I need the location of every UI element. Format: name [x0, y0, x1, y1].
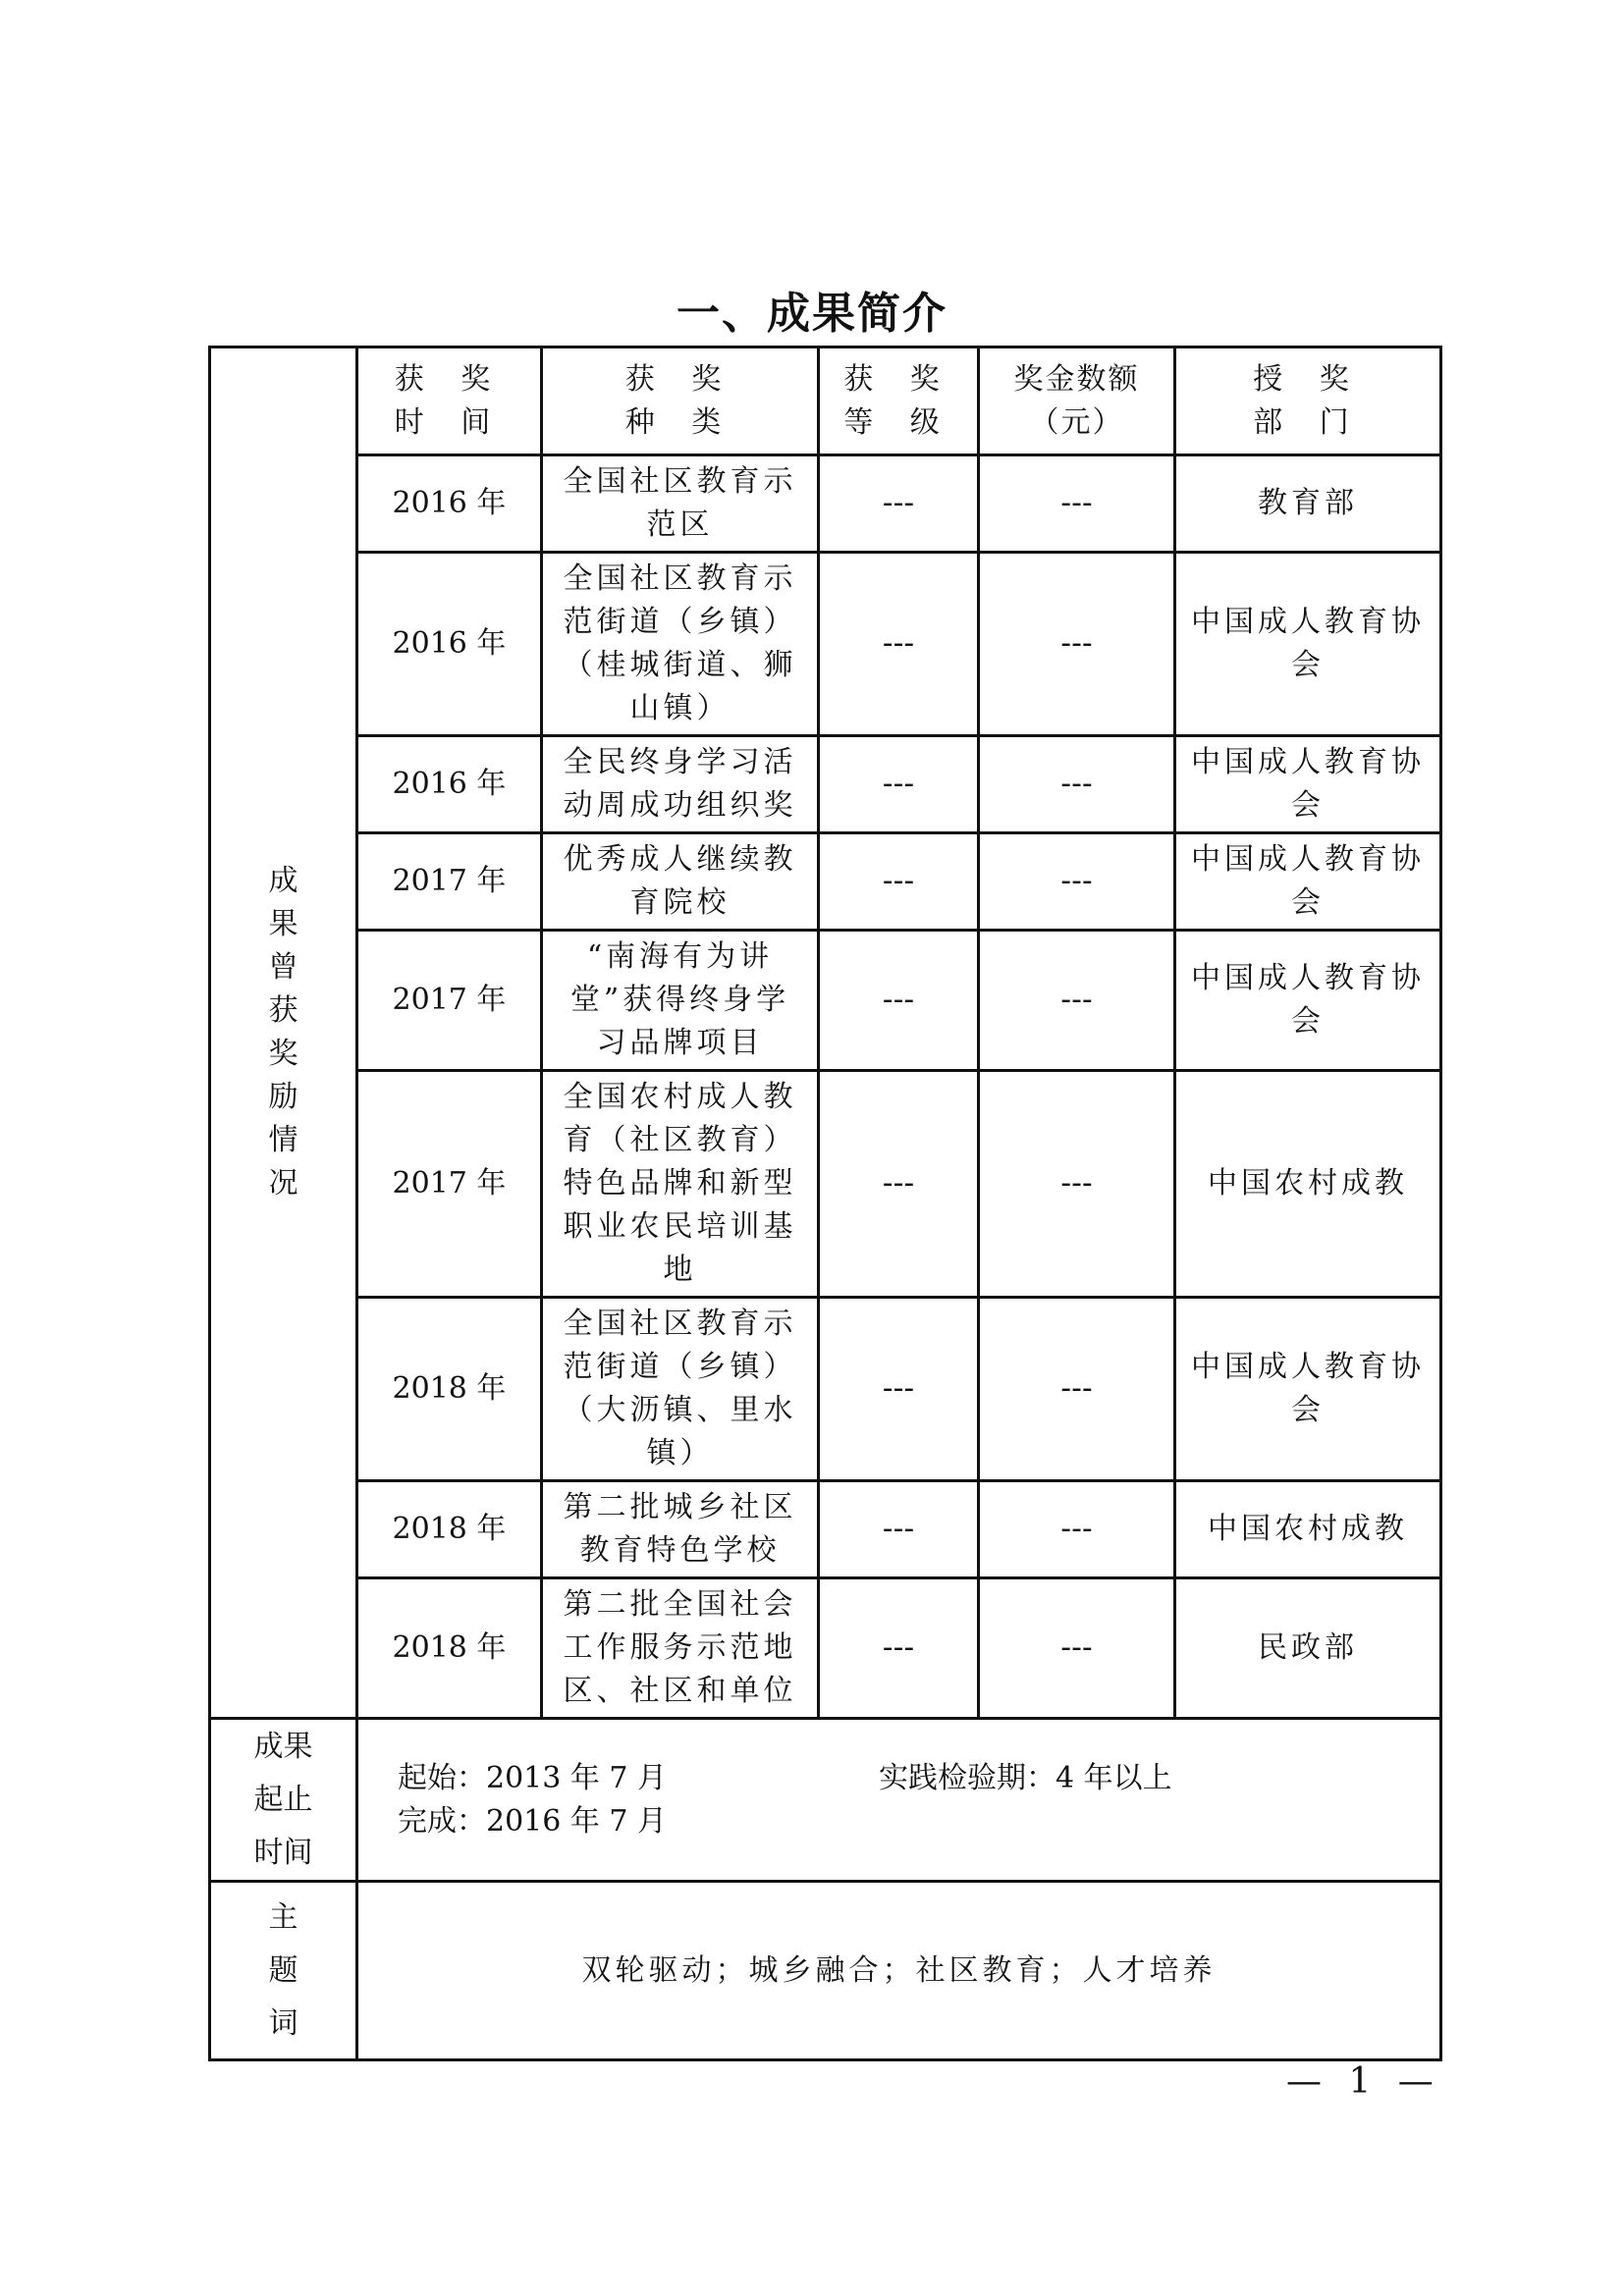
award-year: 2017 年	[357, 931, 542, 1071]
award-type-line: （桂城街道、狮	[563, 648, 797, 682]
award-amount: ---	[979, 1071, 1175, 1298]
award-level: ---	[819, 931, 979, 1071]
award-type-line: 全民终身学习活	[563, 745, 797, 779]
award-type-line: 地	[663, 1253, 697, 1287]
side-label-char: 情	[268, 1123, 298, 1157]
award-row	[210, 1071, 1441, 1298]
award-type	[542, 553, 819, 736]
award-year: 2016 年	[357, 736, 542, 833]
award-type-line: 区、社区和单位	[563, 1674, 797, 1708]
award-dept-line: 中国成人教育协	[1191, 745, 1425, 779]
award-dept-line: 会	[1291, 1393, 1325, 1427]
award-year: 2018 年	[357, 1481, 542, 1578]
award-level: ---	[819, 1298, 979, 1481]
award-level: ---	[819, 1481, 979, 1578]
award-dept-line: 会	[1291, 648, 1325, 682]
award-type-line: 优秀成人继续教	[563, 842, 797, 877]
award-row	[210, 553, 1441, 736]
award-dept	[1175, 833, 1441, 931]
award-dept	[1175, 931, 1441, 1071]
award-type-line: 全国农村成人教	[563, 1080, 797, 1114]
end-date: 完成：2016 年 7 月	[398, 1803, 668, 1839]
theme-label-char: 题	[268, 1952, 298, 1988]
side-label-char: 励	[268, 1080, 298, 1114]
theme-keywords: 双轮驱动；城乡融合；社区教育；人才培养	[357, 1882, 1441, 2060]
award-dept-line: 中国农村成教	[1208, 1166, 1408, 1201]
award-type-line: 习品牌项目	[596, 1026, 764, 1060]
award-row	[210, 736, 1441, 833]
award-type	[542, 736, 819, 833]
start-date: 起始：2013 年 7 月	[398, 1760, 668, 1795]
award-dept-line: 会	[1291, 885, 1325, 920]
award-type-line: 范街道（乡镇）	[563, 1350, 797, 1384]
header-award-dept: 授 奖 部 门	[1175, 347, 1441, 455]
theme-label-char: 词	[268, 2005, 298, 2041]
award-year: 2016 年	[357, 455, 542, 553]
award-type-line: 特色品牌和新型	[563, 1166, 797, 1201]
award-type-line: 堂”获得终身学	[569, 983, 790, 1017]
award-dept	[1175, 1071, 1441, 1298]
award-year: 2016 年	[357, 553, 542, 736]
award-type-line: 范区	[646, 507, 714, 542]
header-award-level: 获 奖 等 级	[819, 347, 979, 455]
achievement-table	[208, 346, 1442, 2061]
award-type-line: 镇）	[646, 1436, 714, 1470]
practice-period: 实践检验期：4 年以上	[879, 1760, 1172, 1795]
award-row	[210, 1578, 1441, 1719]
award-type-line: 全国社区教育示	[563, 1307, 797, 1341]
header-award-time: 获 奖 时 间	[357, 347, 542, 455]
award-dept-line: 中国成人教育协	[1191, 842, 1425, 877]
header-award-type: 获 奖 种 类	[542, 347, 819, 455]
award-row	[210, 455, 1441, 553]
time-content	[357, 1719, 1441, 1882]
page-number: — 1 —	[1286, 2061, 1441, 2102]
award-dept-line: 民政部	[1258, 1630, 1358, 1665]
award-dept-line: 中国成人教育协	[1191, 1350, 1425, 1384]
side-label-char: 果	[268, 907, 298, 941]
award-type	[542, 1071, 819, 1298]
award-row	[210, 1298, 1441, 1481]
header-row	[210, 347, 1441, 455]
theme-side-label	[210, 1882, 357, 2060]
theme-row	[210, 1882, 1441, 2060]
award-amount: ---	[979, 931, 1175, 1071]
award-type-line: 范街道（乡镇）	[563, 605, 797, 639]
award-dept-line: 教育部	[1258, 486, 1358, 520]
header-prize-amount: 奖金数额 （元）	[979, 347, 1175, 455]
award-level: ---	[819, 1071, 979, 1298]
award-level: ---	[819, 736, 979, 833]
award-amount: ---	[979, 736, 1175, 833]
award-amount: ---	[979, 455, 1175, 553]
side-label-char: 况	[268, 1166, 298, 1201]
award-level: ---	[819, 833, 979, 931]
time-side-label	[210, 1719, 357, 1882]
award-dept	[1175, 553, 1441, 736]
award-dept	[1175, 1298, 1441, 1481]
award-dept-line: 中国成人教育协	[1191, 961, 1425, 995]
award-type	[542, 1298, 819, 1481]
award-type	[542, 1481, 819, 1578]
award-level: ---	[819, 553, 979, 736]
award-year: 2017 年	[357, 1071, 542, 1298]
award-dept	[1175, 1578, 1441, 1719]
award-amount: ---	[979, 833, 1175, 931]
award-dept	[1175, 736, 1441, 833]
award-dept-line: 中国成人教育协	[1191, 605, 1425, 639]
page-title: 一、成果简介	[677, 289, 947, 339]
award-type	[542, 931, 819, 1071]
award-level: ---	[819, 455, 979, 553]
award-type	[542, 833, 819, 931]
award-type-line: 全国社区教育示	[563, 561, 797, 596]
time-label-line: 成果	[253, 1729, 313, 1764]
award-type	[542, 455, 819, 553]
theme-label-char: 主	[268, 1899, 298, 1935]
side-label-char: 曾	[268, 950, 298, 985]
award-type-line: 育（社区教育）	[563, 1123, 797, 1157]
award-type-line: （大沥镇、里水	[563, 1393, 797, 1427]
award-type-line: 职业农民培训基	[563, 1209, 797, 1244]
time-row	[210, 1719, 1441, 1882]
award-type-line: 全国社区教育示	[563, 464, 797, 499]
award-level: ---	[819, 1578, 979, 1719]
award-row	[210, 833, 1441, 931]
award-year: 2018 年	[357, 1578, 542, 1719]
award-year: 2017 年	[357, 833, 542, 931]
award-row	[210, 1481, 1441, 1578]
award-dept-line: 会	[1291, 788, 1325, 823]
award-amount: ---	[979, 553, 1175, 736]
award-type	[542, 1578, 819, 1719]
award-type-line: 工作服务示范地	[563, 1630, 797, 1665]
side-label-char: 奖	[268, 1037, 298, 1071]
award-amount: ---	[979, 1578, 1175, 1719]
side-label-char: 成	[268, 864, 298, 898]
award-type-line: “南海有为讲	[586, 939, 774, 974]
award-dept	[1175, 455, 1441, 553]
time-label-line: 起止	[253, 1782, 313, 1817]
award-dept-line: 会	[1291, 1004, 1325, 1039]
award-year: 2018 年	[357, 1298, 542, 1481]
award-dept	[1175, 1481, 1441, 1578]
side-label-char: 获	[268, 993, 298, 1028]
award-amount: ---	[979, 1298, 1175, 1481]
award-type-line: 教育特色学校	[579, 1533, 781, 1568]
award-type-line: 育院校	[629, 885, 731, 920]
time-label-line: 时间	[253, 1835, 313, 1870]
award-amount: ---	[979, 1481, 1175, 1578]
award-type-line: 第二批全国社会	[563, 1587, 797, 1622]
award-type-line: 第二批城乡社区	[563, 1490, 797, 1524]
award-type-line: 动周成功组织奖	[563, 788, 797, 823]
award-type-line: 山镇）	[629, 691, 731, 725]
award-dept-line: 中国农村成教	[1208, 1512, 1408, 1546]
awards-side-label	[210, 347, 357, 1719]
award-row	[210, 931, 1441, 1071]
